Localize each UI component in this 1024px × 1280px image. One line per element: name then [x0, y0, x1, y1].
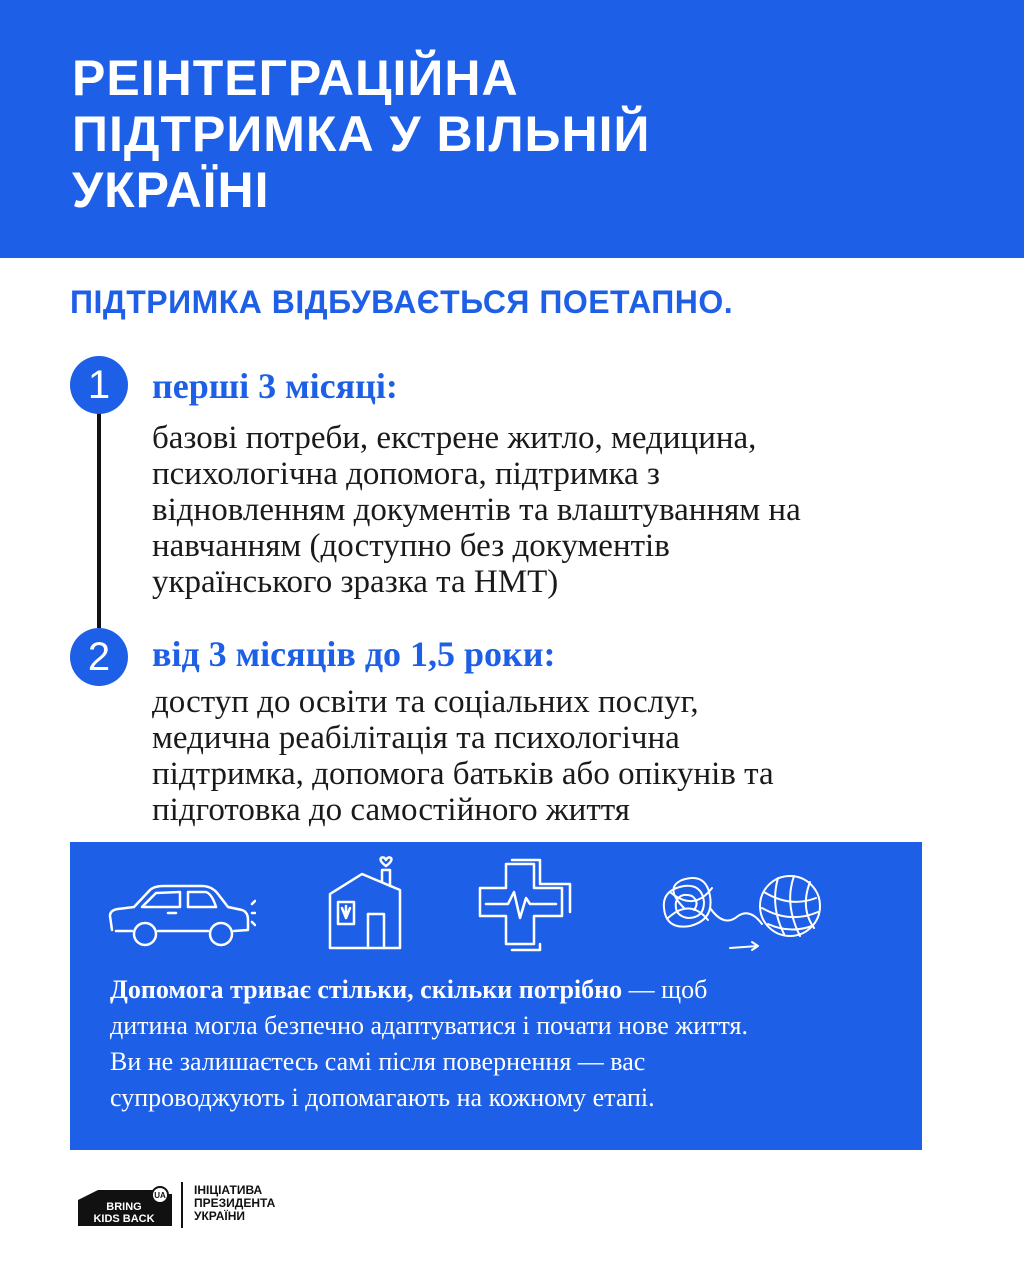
initiative-line: ІНІЦІАТИВА — [194, 1183, 263, 1197]
step-line: базові потреби, екстрене житло, медицина, — [152, 420, 757, 456]
house-icon — [324, 852, 406, 952]
footer-divider — [181, 1182, 183, 1228]
title-line: УКРАЇНІ — [72, 162, 270, 218]
title-line: РЕІНТЕГРАЦІЙНА — [72, 50, 519, 106]
info-line-1-rest: — щоб — [622, 975, 708, 1004]
info-line-1 — [110, 972, 900, 1008]
info-line: Ви не залишаєтесь самі після повернення — вас — [110, 1047, 646, 1076]
step-line: підготовка до самостійного життя — [152, 792, 630, 828]
step-line: психологічна допомога, підтримка з — [152, 456, 660, 492]
logo-text-line: BRING — [106, 1201, 142, 1213]
step-description — [152, 420, 972, 600]
info-line: супроводжують і допомагають на кожному етапі. — [110, 1083, 655, 1112]
bring-kids-back-logo — [76, 1186, 174, 1226]
page-title — [72, 50, 650, 218]
logo-badge: UA — [154, 1191, 166, 1200]
initiative-label — [194, 1184, 275, 1223]
step-number-badge: 1 — [70, 356, 128, 414]
step-line: навчанням (доступно без документів — [152, 528, 670, 564]
info-text — [110, 972, 900, 1116]
logo-text-line: KIDS BACK — [93, 1213, 155, 1225]
step-line: відновленням документів та влаштуванням на — [152, 492, 801, 528]
step-line: підтримка, допомога батьків або опікунів та — [152, 756, 774, 792]
info-line: дитина могла безпечно адаптуватися і почати нове життя. — [110, 1011, 748, 1040]
subheading: ПІДТРИМКА ВІДБУВАЄТЬСЯ ПОЕТАПНО. — [70, 284, 734, 320]
step-line: доступ до освіти та соціальних послуг, — [152, 684, 699, 720]
medical-cross-icon — [476, 858, 576, 954]
step-number-badge: 2 — [70, 628, 128, 686]
yarn-ball-icon — [654, 868, 834, 954]
initiative-line: ПРЕЗИДЕНТА — [194, 1196, 276, 1210]
step-description — [152, 684, 972, 828]
timeline-connector — [97, 400, 101, 628]
header-banner — [0, 0, 1024, 258]
initiative-line: УКРАЇНИ — [194, 1209, 246, 1223]
step-title: від 3 місяців до 1,5 роки: — [152, 634, 556, 674]
step-title: перші 3 місяці: — [152, 366, 398, 406]
title-line: ПІДТРИМКА У ВІЛЬНІЙ — [72, 106, 651, 162]
step-line: українського зразка та НМТ) — [152, 564, 559, 600]
car-icon — [106, 880, 256, 954]
step-line: медична реабілітація та психологічна — [152, 720, 680, 756]
info-box — [70, 842, 922, 1150]
info-bold-lead: Допомога триває стільки, скільки потрібно — [110, 975, 623, 1004]
